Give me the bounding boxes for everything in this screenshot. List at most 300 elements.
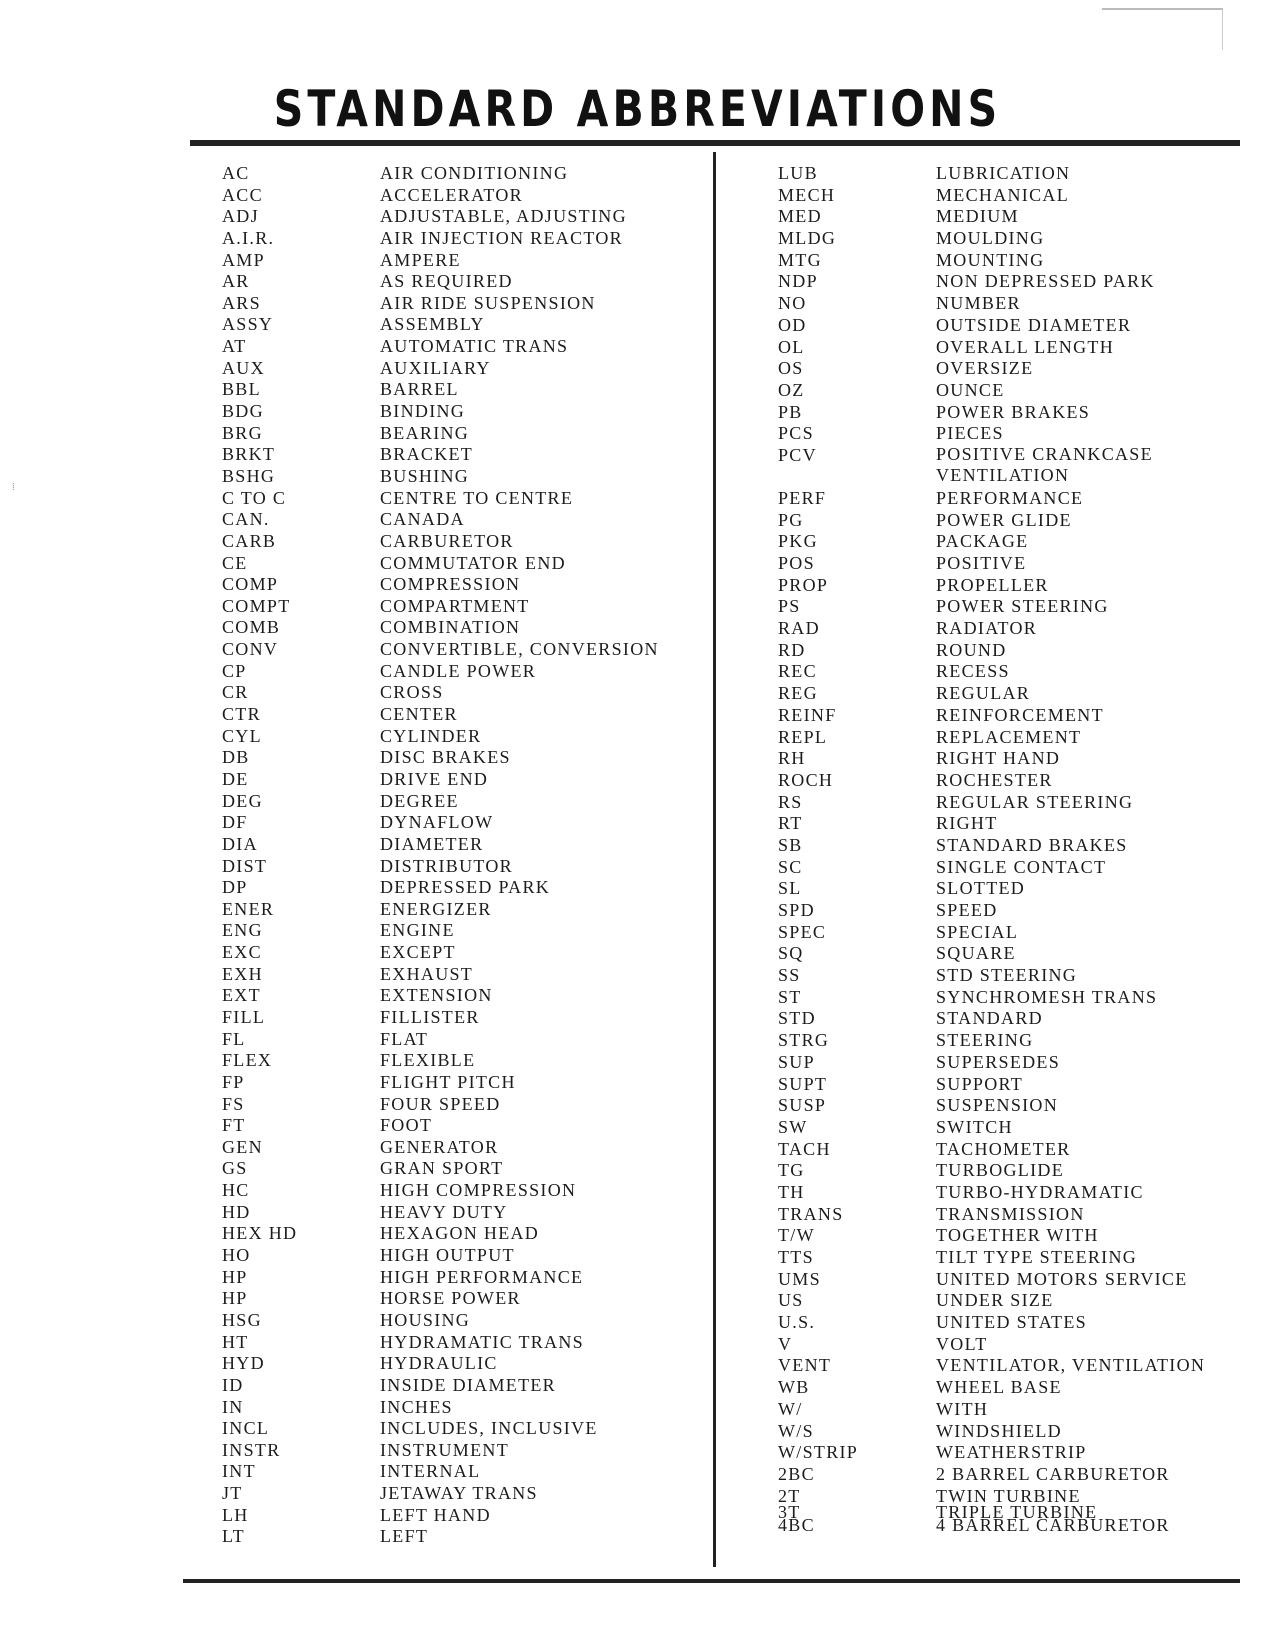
abbreviation-row [778, 487, 1258, 509]
abbreviation-meaning: INSTRUMENT [380, 1439, 509, 1460]
abbreviation-meaning: COMPARTMENT [380, 595, 530, 616]
abbreviation-code: SS [778, 965, 801, 986]
abbreviation-code: LUB [778, 163, 818, 183]
abbreviation-row [222, 963, 702, 985]
abbreviation-row [222, 1287, 702, 1309]
abbreviation-code: MED [778, 206, 822, 227]
abbreviation-meaning: INCLUDES, INCLUSIVE [380, 1418, 598, 1439]
abbreviation-row [222, 919, 702, 941]
abbreviation-meaning: SPECIAL [936, 921, 1019, 942]
abbreviation-row [778, 1289, 1258, 1311]
abbreviation-row [222, 1222, 702, 1244]
abbreviation-row [222, 790, 702, 812]
abbreviation-meaning: NON DEPRESSED PARK [936, 271, 1155, 292]
abbreviation-meaning: SINGLE CONTACT [936, 856, 1107, 877]
abbreviation-code: DEG [222, 790, 263, 811]
abbreviation-row [778, 1333, 1258, 1355]
abbreviation-code: REG [778, 683, 818, 704]
top-rule [190, 140, 1240, 146]
abbreviation-row [778, 595, 1258, 617]
abbreviation-meaning: EXCEPT [380, 942, 456, 963]
abbreviation-meaning: CONVERTIBLE, CONVERSION [380, 639, 659, 660]
abbreviation-meaning: OVERALL LENGTH [936, 336, 1115, 357]
abbreviation-code: COMPT [222, 595, 291, 616]
abbreviation-meaning: UNDER SIZE [936, 1290, 1054, 1311]
abbreviation-code: SW [778, 1116, 808, 1137]
abbreviation-meaning: UNITED STATES [936, 1312, 1087, 1333]
abbreviation-row [222, 1179, 702, 1201]
left-abbreviation-column [222, 162, 702, 1547]
abbreviation-row [222, 1028, 702, 1050]
abbreviation-row [222, 205, 702, 227]
abbreviation-code: A.I.R. [222, 227, 275, 248]
abbreviation-code: BBL [222, 379, 261, 400]
abbreviation-meaning: PACKAGE [936, 531, 1029, 552]
abbreviation-meaning: STANDARD [936, 1008, 1043, 1029]
abbreviation-code: TACH [778, 1138, 831, 1159]
abbreviation-code: HSG [222, 1309, 262, 1330]
abbreviation-row [778, 444, 1258, 487]
abbreviation-code: BSHG [222, 465, 276, 486]
abbreviation-row [778, 509, 1258, 531]
scan-corner-mark [1102, 8, 1223, 50]
abbreviation-code: BRKT [222, 444, 276, 465]
abbreviation-code: PCS [778, 423, 814, 444]
abbreviation-code: HD [222, 1201, 251, 1222]
abbreviation-code: ARS [222, 292, 261, 313]
abbreviation-meaning: JETAWAY TRANS [380, 1483, 538, 1504]
abbreviation-code: BDG [222, 401, 264, 422]
abbreviation-code: INCL [222, 1418, 270, 1439]
abbreviation-code: SUP [778, 1051, 815, 1072]
abbreviation-meaning: CENTER [380, 704, 458, 725]
abbreviation-row [222, 876, 702, 898]
abbreviation-code: JT [222, 1483, 243, 1504]
abbreviation-row [778, 726, 1258, 748]
abbreviation-code: OD [778, 314, 807, 335]
abbreviation-row [222, 616, 702, 638]
abbreviation-row [222, 422, 702, 444]
abbreviation-meaning: STEERING [936, 1030, 1034, 1051]
abbreviation-code: NDP [778, 271, 818, 292]
abbreviation-meaning: LEFT [380, 1526, 429, 1547]
abbreviation-row [222, 249, 702, 271]
abbreviation-row [222, 1244, 702, 1266]
abbreviation-meaning: SUPPORT [936, 1073, 1024, 1094]
abbreviation-meaning: FLEXIBLE [380, 1050, 476, 1071]
abbreviation-code: FP [222, 1071, 245, 1092]
abbreviation-row [222, 1417, 702, 1439]
abbreviation-code: W/STRIP [778, 1442, 859, 1463]
abbreviation-code: INT [222, 1461, 256, 1482]
abbreviation-meaning: TACHOMETER [936, 1138, 1071, 1159]
abbreviation-row [778, 942, 1258, 964]
abbreviation-row [778, 227, 1258, 249]
abbreviation-code: TG [778, 1160, 805, 1181]
abbreviation-meaning: BARREL [380, 379, 459, 400]
abbreviation-code: DIST [222, 855, 268, 876]
abbreviation-row [778, 856, 1258, 878]
abbreviation-meaning: OUNCE [936, 379, 1005, 400]
abbreviation-code: IN [222, 1396, 244, 1417]
abbreviation-row [778, 1029, 1258, 1051]
abbreviation-code: V [778, 1333, 793, 1354]
abbreviation-row [222, 1136, 702, 1158]
abbreviation-code: STRG [778, 1030, 830, 1051]
abbreviation-meaning: HOUSING [380, 1309, 471, 1330]
abbreviation-meaning: ENGINE [380, 920, 455, 941]
abbreviation-meaning: HYDRAULIC [380, 1353, 498, 1374]
abbreviation-meaning: FLIGHT PITCH [380, 1071, 516, 1092]
abbreviation-meaning: POWER GLIDE [936, 509, 1072, 530]
abbreviation-row [222, 746, 702, 768]
abbreviation-meaning: HYDRAMATIC TRANS [380, 1331, 584, 1352]
abbreviation-code: OZ [778, 379, 805, 400]
abbreviation-code: COMP [222, 574, 279, 595]
abbreviation-row [222, 270, 702, 292]
abbreviation-meaning: FOUR SPEED [380, 1093, 501, 1114]
abbreviation-meaning: ADJUSTABLE, ADJUSTING [380, 206, 627, 227]
abbreviation-row [222, 1093, 702, 1115]
abbreviation-code: EXH [222, 963, 263, 984]
abbreviation-row [222, 638, 702, 660]
abbreviation-meaning: AMPERE [380, 249, 461, 270]
abbreviation-row [222, 984, 702, 1006]
abbreviation-row [222, 811, 702, 833]
abbreviation-meaning: HORSE POWER [380, 1288, 521, 1309]
abbreviation-meaning: POSITIVE CRANKCASE VENTILATION [936, 443, 1153, 485]
abbreviation-meaning: ENERGIZER [380, 898, 492, 919]
abbreviation-code: SL [778, 878, 802, 899]
abbreviation-code: MECH [778, 184, 836, 205]
abbreviation-row [222, 443, 702, 465]
abbreviation-meaning: STANDARD BRAKES [936, 834, 1128, 855]
abbreviation-row [222, 725, 702, 747]
abbreviation-meaning: BEARING [380, 422, 470, 443]
abbreviation-code: HT [222, 1331, 249, 1352]
abbreviation-code: ACC [222, 184, 263, 205]
abbreviation-row [222, 162, 702, 184]
abbreviation-code: SQ [778, 943, 804, 964]
abbreviation-code: AR [222, 271, 250, 292]
abbreviation-code: SPD [778, 900, 815, 920]
abbreviation-row [222, 941, 702, 963]
abbreviation-row [778, 704, 1258, 726]
abbreviation-meaning: WINDSHIELD [936, 1420, 1062, 1441]
abbreviation-row [222, 1071, 702, 1093]
abbreviation-meaning: ASSEMBLY [380, 314, 485, 335]
abbreviation-meaning: AS REQUIRED [380, 271, 513, 292]
abbreviation-code: ENG [222, 920, 263, 941]
abbreviation-meaning: DIAMETER [380, 833, 484, 854]
abbreviation-meaning: NUMBER [936, 293, 1021, 314]
abbreviation-row [778, 1159, 1258, 1181]
abbreviation-row [222, 1396, 702, 1418]
abbreviation-row [222, 530, 702, 552]
abbreviation-row [778, 1116, 1258, 1138]
abbreviation-code: OL [778, 336, 805, 357]
abbreviation-meaning: SYNCHROMESH TRANS [936, 986, 1158, 1007]
abbreviation-meaning: AUXILIARY [380, 357, 491, 378]
abbreviation-row [222, 227, 702, 249]
abbreviation-meaning: TRIPLE TURBINE 4 BARREL CARBURETOR [936, 1502, 1170, 1536]
abbreviation-code: BRG [222, 422, 263, 443]
abbreviation-code: STD [778, 1008, 816, 1029]
abbreviation-code: U.S. [778, 1312, 816, 1333]
abbreviation-meaning: STD STEERING [936, 965, 1078, 986]
abbreviation-meaning: UNITED MOTORS SERVICE [936, 1268, 1188, 1289]
abbreviation-row [778, 357, 1258, 379]
abbreviation-meaning: GRAN SPORT [380, 1158, 504, 1179]
abbreviation-code: 2BC [778, 1463, 815, 1484]
abbreviation-code: FLEX [222, 1050, 273, 1071]
abbreviation-row [778, 270, 1258, 292]
bottom-rule [183, 1579, 1240, 1583]
abbreviation-row [778, 1073, 1258, 1095]
abbreviation-code: SPEC [778, 921, 827, 942]
abbreviation-meaning: HIGH PERFORMANCE [380, 1266, 584, 1287]
abbreviation-row [778, 617, 1258, 639]
abbreviation-meaning: AIR INJECTION REACTOR [380, 227, 623, 248]
abbreviation-row [778, 1246, 1258, 1268]
abbreviation-meaning: AIR RIDE SUSPENSION [380, 292, 596, 313]
abbreviation-meaning: CROSS [380, 682, 444, 703]
abbreviation-meaning: TWIN TURBINE [936, 1485, 1081, 1506]
abbreviation-code: PROP [778, 574, 829, 595]
abbreviation-code: UMS [778, 1268, 821, 1289]
abbreviation-code: SB [778, 834, 803, 855]
abbreviation-meaning: CANADA [380, 509, 465, 530]
abbreviation-row [778, 336, 1258, 358]
abbreviation-meaning: PROPELLER [936, 574, 1049, 595]
abbreviation-meaning: MECHANICAL [936, 184, 1069, 205]
abbreviation-meaning: INTERNAL [380, 1461, 481, 1482]
abbreviation-meaning: MOUNTING [936, 249, 1045, 270]
abbreviation-row [778, 791, 1258, 813]
abbreviation-meaning: AIR CONDITIONING [380, 163, 569, 183]
abbreviation-code: NO [778, 293, 807, 314]
abbreviation-row [778, 986, 1258, 1008]
abbreviation-meaning: DEPRESSED PARK [380, 877, 551, 898]
abbreviation-row [222, 184, 702, 206]
abbreviation-row [778, 1224, 1258, 1246]
abbreviation-code: AT [222, 336, 247, 357]
abbreviation-code: US [778, 1290, 804, 1311]
abbreviation-code: FS [222, 1093, 245, 1114]
abbreviation-meaning: OUTSIDE DIAMETER [936, 314, 1132, 335]
abbreviation-code: REC [778, 661, 817, 682]
abbreviation-meaning: HEAVY DUTY [380, 1201, 508, 1222]
abbreviation-code: COMB [222, 617, 281, 638]
abbreviation-meaning: FLAT [380, 1028, 429, 1049]
abbreviation-meaning: EXTENSION [380, 985, 493, 1006]
abbreviation-code: DE [222, 768, 249, 789]
abbreviation-meaning: VOLT [936, 1333, 988, 1354]
abbreviation-row [222, 378, 702, 400]
abbreviation-row [222, 487, 702, 509]
abbreviation-code: PB [778, 401, 803, 422]
abbreviation-meaning: HEXAGON HEAD [380, 1223, 540, 1244]
abbreviation-code: ADJ [222, 206, 259, 227]
abbreviation-code: SUPT [778, 1073, 828, 1094]
abbreviation-code: LH [222, 1504, 249, 1525]
abbreviation-row [778, 530, 1258, 552]
abbreviation-row [778, 747, 1258, 769]
abbreviation-code: REINF [778, 704, 837, 725]
abbreviation-meaning: SUPERSEDES [936, 1051, 1061, 1072]
abbreviation-code: ENER [222, 898, 275, 919]
abbreviation-row [222, 1201, 702, 1223]
abbreviation-row [222, 1157, 702, 1179]
abbreviation-code: HP [222, 1266, 248, 1287]
abbreviation-row [222, 1331, 702, 1353]
abbreviation-meaning: COMMUTATOR END [380, 552, 566, 573]
abbreviation-meaning: ROCHESTER [936, 769, 1053, 790]
abbreviation-code: HP [222, 1288, 248, 1309]
abbreviation-meaning: SPEED [936, 900, 998, 920]
abbreviation-row [778, 184, 1258, 206]
abbreviation-code: PERF [778, 487, 827, 508]
abbreviation-meaning: SWITCH [936, 1116, 1013, 1137]
abbreviation-meaning: BRACKET [380, 444, 474, 465]
abbreviation-row [778, 769, 1258, 791]
abbreviation-row [222, 1309, 702, 1331]
abbreviation-meaning: DISTRIBUTOR [380, 855, 513, 876]
abbreviation-meaning: POWER STEERING [936, 596, 1109, 617]
abbreviation-meaning: REPLACEMENT [936, 726, 1082, 747]
abbreviation-row [778, 964, 1258, 986]
abbreviation-meaning: TURBOGLIDE [936, 1160, 1064, 1181]
abbreviation-row [222, 703, 702, 725]
abbreviation-row [778, 401, 1258, 423]
abbreviation-row [222, 660, 702, 682]
abbreviation-row [222, 1374, 702, 1396]
abbreviation-code: EXT [222, 985, 261, 1006]
abbreviation-meaning: DEGREE [380, 790, 459, 811]
abbreviation-row [222, 1460, 702, 1482]
abbreviation-code: POS [778, 553, 815, 573]
abbreviation-code: HC [222, 1180, 250, 1201]
abbreviation-code: OS [778, 358, 804, 379]
abbreviation-meaning: PERFORMANCE [936, 487, 1084, 508]
abbreviation-meaning: SQUARE [936, 943, 1016, 964]
abbreviation-meaning: DYNAFLOW [380, 812, 494, 833]
abbreviation-meaning: MEDIUM [936, 206, 1019, 227]
abbreviation-meaning: TOGETHER WITH [936, 1225, 1099, 1246]
abbreviation-meaning: TURBO-HYDRAMATIC [936, 1181, 1144, 1202]
abbreviation-row [222, 855, 702, 877]
abbreviation-code: W/ [778, 1398, 803, 1419]
abbreviation-row [778, 660, 1258, 682]
abbreviation-code: CP [222, 660, 247, 681]
abbreviation-code: WB [778, 1377, 810, 1398]
abbreviation-code: DF [222, 812, 248, 833]
abbreviation-code: HO [222, 1245, 251, 1266]
abbreviation-code: C TO C [222, 487, 287, 508]
abbreviation-meaning: GENERATOR [380, 1136, 499, 1157]
abbreviation-meaning: OVERSIZE [936, 358, 1034, 379]
abbreviation-row [222, 681, 702, 703]
abbreviation-row [778, 1138, 1258, 1160]
abbreviation-meaning: FOOT [380, 1115, 433, 1136]
abbreviation-code: RAD [778, 618, 820, 639]
abbreviation-code: PKG [778, 531, 818, 552]
column-divider [713, 152, 716, 1567]
abbreviation-row [778, 552, 1258, 574]
abbreviation-row [222, 1482, 702, 1504]
abbreviation-row [778, 1181, 1258, 1203]
abbreviation-code: HEX HD [222, 1223, 298, 1244]
abbreviation-meaning: 2 BARREL CARBURETOR [936, 1463, 1170, 1484]
abbreviation-row [222, 357, 702, 379]
abbreviation-code: SC [778, 856, 803, 877]
abbreviation-meaning: CANDLE POWER [380, 660, 537, 681]
abbreviation-code: FT [222, 1115, 246, 1136]
abbreviation-meaning: AUTOMATIC TRANS [380, 336, 569, 357]
abbreviation-row [222, 465, 702, 487]
abbreviation-meaning: FILLISTER [380, 1006, 480, 1027]
abbreviation-meaning: POWER BRAKES [936, 401, 1091, 422]
abbreviation-row [778, 639, 1258, 661]
right-abbreviation-column [778, 162, 1258, 1536]
abbreviation-row [222, 1266, 702, 1288]
abbreviation-code: RD [778, 639, 806, 660]
abbreviation-row [778, 1094, 1258, 1116]
abbreviation-row [222, 1439, 702, 1461]
abbreviation-code: CAN. [222, 509, 270, 530]
abbreviation-code: FILL [222, 1006, 266, 1027]
abbreviation-code: EXC [222, 942, 262, 963]
abbreviation-code: TH [778, 1181, 805, 1202]
abbreviation-code: VENT [778, 1355, 832, 1376]
abbreviation-row [222, 595, 702, 617]
abbreviation-row [778, 1398, 1258, 1420]
abbreviation-row [778, 1502, 1258, 1536]
abbreviation-code: MLDG [778, 228, 837, 249]
abbreviation-row [778, 1203, 1258, 1225]
abbreviation-row [778, 1354, 1258, 1376]
abbreviation-meaning: DISC BRAKES [380, 747, 511, 768]
abbreviation-code: LT [222, 1526, 245, 1547]
abbreviation-meaning: DRIVE END [380, 768, 489, 789]
abbreviation-row [778, 1051, 1258, 1073]
abbreviation-meaning: REINFORCEMENT [936, 704, 1104, 725]
abbreviation-row [778, 314, 1258, 336]
abbreviation-row [778, 812, 1258, 834]
abbreviation-row [778, 1420, 1258, 1442]
abbreviation-meaning: COMPRESSION [380, 574, 521, 595]
abbreviation-meaning: HIGH OUTPUT [380, 1245, 515, 1266]
abbreviation-code: SUSP [778, 1095, 827, 1116]
abbreviation-row [778, 1376, 1258, 1398]
abbreviation-row [778, 162, 1258, 184]
abbreviation-row [778, 422, 1258, 444]
abbreviation-code: MTG [778, 249, 822, 270]
abbreviation-row [778, 682, 1258, 704]
abbreviation-row [778, 1441, 1258, 1463]
abbreviation-meaning: POSITIVE [936, 553, 1027, 573]
abbreviation-meaning: LEFT HAND [380, 1504, 491, 1525]
abbreviation-code: CE [222, 552, 248, 573]
abbreviation-row [778, 249, 1258, 271]
abbreviation-code: CR [222, 682, 249, 703]
page-title: STANDARD ABBREVIATIONS [273, 80, 1002, 138]
abbreviation-meaning: RIGHT [936, 813, 998, 834]
abbreviation-code: 2T [778, 1485, 801, 1506]
abbreviation-meaning: REGULAR STEERING [936, 791, 1134, 812]
abbreviation-row [222, 573, 702, 595]
abbreviation-code: PG [778, 509, 804, 530]
